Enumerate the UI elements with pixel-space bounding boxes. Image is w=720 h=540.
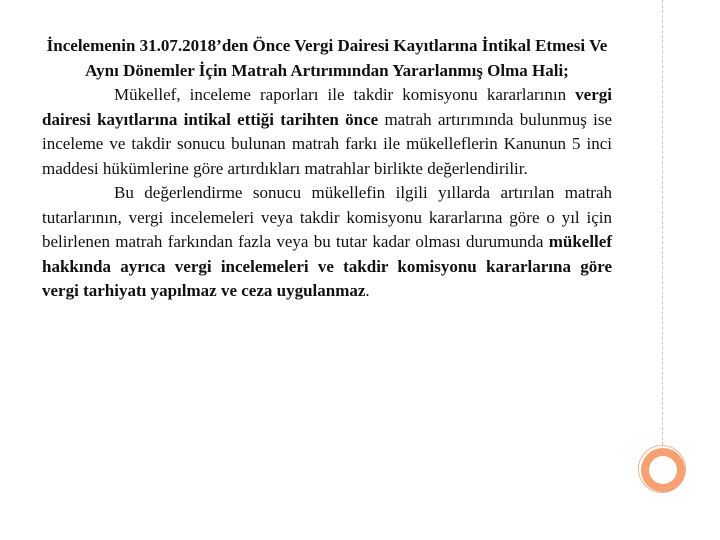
paragraph-1-text-b: matrah artırımında bulunmuş ise inceleme ve takdir sonucu bulunan matrah farkı ile mükelleflerin Kanunun 5 inci maddesi hükümlerine göre artırdıkları matrahlar birlikte değerlendirilir. xyxy=(42,109,612,178)
paragraph-2-text-a: Bu değerlendirme sonucu mükellefin ilgili yıllarda artırılan matrah tutarlarının, vergi incelemeleri veya takdir komisyonu kararlarına göre o yıl için belirlenen matrah farkından fazla veya bu tutar kadar olması durumunda xyxy=(42,183,612,251)
paragraph-2-text-b: . xyxy=(365,281,370,300)
paragraph-1-text-a: Mükellef, inceleme raporları ile takdir komisyonu kararlarının xyxy=(114,85,576,104)
slide-title: İncelemenin 31.07.2018’den Önce Vergi Dairesi Kayıtlarına İntikal Etmesi Ve Aynı Dönemler İçin Matrah Artırımından Yararlanmış Olma Hali; xyxy=(46,36,608,80)
decorative-dashed-line xyxy=(662,0,663,450)
paragraph-1 xyxy=(42,83,612,181)
paragraph-2 xyxy=(42,181,612,304)
paragraph-1-emphasis: vergi dairesi kayıtlarına intikal ettiği tarihten önce xyxy=(42,85,612,129)
slide-content xyxy=(42,34,612,304)
paragraph-2-emphasis: mükellef hakkında ayrıca vergi incelemeleri ve takdir komisyonu kararlarına göre vergi tarhiyatı yapılmaz ve ceza uygulanmaz xyxy=(42,232,612,300)
decorative-ring-center xyxy=(649,456,677,484)
